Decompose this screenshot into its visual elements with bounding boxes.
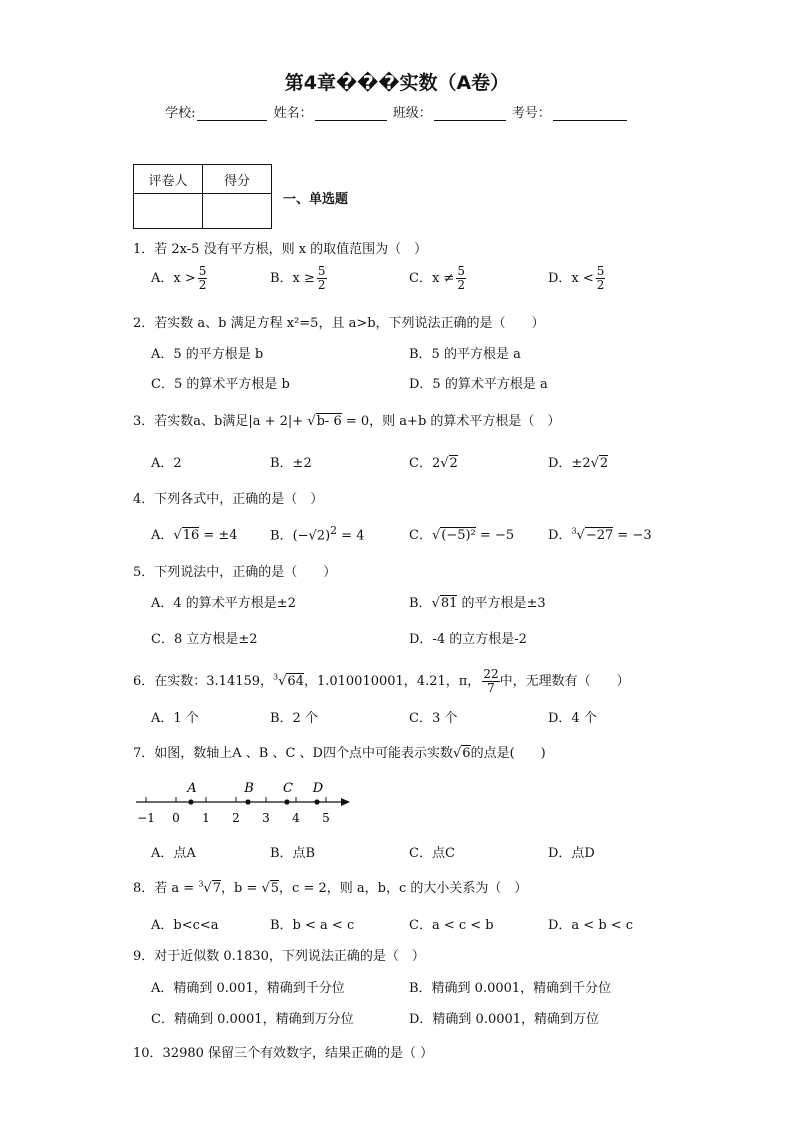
- q1-option-a[interactable]: A．x > $\frac{5}{2}$: [151, 264, 207, 292]
- point-label-c: C: [283, 781, 293, 796]
- q4-option-c[interactable]: C．√(−5)² = −5: [409, 528, 515, 543]
- q1-option-b[interactable]: B．x ≥ $\frac{5}{2}$: [270, 264, 326, 292]
- question-7-stem: 7．如图，数轴上A 、B 、C 、D四个点中可能表示实数√6的点是( ): [133, 746, 546, 761]
- q2-option-c[interactable]: C．5 的算术平方根是 b: [151, 377, 290, 392]
- q9-option-b[interactable]: B．精确到 0.0001，精确到千分位: [409, 981, 612, 996]
- q7-option-b[interactable]: B．点B: [270, 846, 316, 861]
- class-label: 班级：: [392, 106, 432, 121]
- q8-option-d[interactable]: D．a < b < c: [548, 918, 634, 933]
- number-line-figure: [132, 776, 362, 828]
- q6-option-c[interactable]: C．3 个: [409, 711, 458, 726]
- point-b: [245, 799, 250, 804]
- q3-option-d[interactable]: D．±2√2: [548, 456, 609, 471]
- tick-label: 3: [262, 811, 270, 825]
- q6-option-d[interactable]: D．4 个: [548, 711, 597, 726]
- id-field[interactable]: [553, 106, 627, 121]
- q8-option-b[interactable]: B．b < a < c: [270, 918, 355, 933]
- point-c: [284, 799, 289, 804]
- q6-option-a[interactable]: A．1 个: [151, 711, 199, 726]
- point-label-b: B: [244, 781, 254, 796]
- point-d: [314, 799, 319, 804]
- q1-option-c[interactable]: C．x ≠ $\frac{5}{2}$: [409, 264, 465, 292]
- q3-option-b[interactable]: B．±2: [270, 456, 312, 471]
- q7-option-a[interactable]: A．点A: [151, 846, 196, 861]
- q2-option-d[interactable]: D．5 的算术平方根是 a: [409, 377, 548, 392]
- q5-option-a[interactable]: A．4 的算术平方根是±2: [151, 596, 296, 611]
- q8-option-c[interactable]: C．a < c < b: [409, 918, 494, 933]
- q3-option-a[interactable]: A．2: [151, 456, 182, 471]
- q2-option-b[interactable]: B．5 的平方根是 a: [409, 347, 521, 362]
- name-field[interactable]: [315, 106, 387, 121]
- school-field[interactable]: [197, 106, 267, 121]
- point-label-d: D: [312, 781, 324, 796]
- student-info-line: [0, 102, 794, 121]
- q1-option-d[interactable]: D．x < $\frac{5}{2}$: [548, 264, 605, 292]
- q9-option-a[interactable]: A．精确到 0.001，精确到千分位: [151, 981, 345, 996]
- question-10-stem: 10．32980 保留三个有效数字，结果正确的是（ ）: [133, 1046, 434, 1061]
- question-2-stem: 2．若实数 a、b 满足方程 x²=5，且 a>b，下列说法正确的是（ ）: [133, 316, 545, 331]
- score-header: 得分: [203, 165, 272, 194]
- grader-header: 评卷人: [134, 165, 203, 194]
- school-label: 学校:: [165, 106, 196, 121]
- q4-option-a[interactable]: A．√16 = ±4: [151, 528, 238, 543]
- q4-option-b[interactable]: B．$(-√2)^2 = 4$: [270, 524, 365, 544]
- score-cell[interactable]: [203, 194, 272, 229]
- q8-option-a[interactable]: A．b<c<a: [151, 918, 219, 933]
- q4-option-d[interactable]: D．$^3$√−27 = −3: [548, 526, 652, 543]
- q7-option-d[interactable]: D．点D: [548, 846, 595, 861]
- tick-label: 1: [202, 811, 210, 825]
- tick-label: 5: [322, 811, 330, 825]
- question-1-stem: 1．若 2x-5 没有平方根，则 x 的取值范围为（ ）: [133, 242, 428, 257]
- section-heading: 一、单选题: [283, 192, 349, 207]
- tick-label: 0: [172, 811, 180, 825]
- q9-option-d[interactable]: D．精确到 0.0001，精确到万位: [409, 1012, 600, 1027]
- q5-option-b[interactable]: B．√81 的平方根是±3: [409, 596, 546, 611]
- question-8-stem: 8．若 a = $^3$√7，b = √5，c = 2，则 a，b，c 的大小关系为（ ）: [133, 879, 528, 896]
- point-a: [188, 799, 193, 804]
- q6-option-b[interactable]: B．2 个: [270, 711, 318, 726]
- number-line-arrow: [341, 798, 350, 806]
- q9-option-c[interactable]: C．精确到 0.0001，精确到万分位: [151, 1012, 354, 1027]
- tick-label: −1: [137, 811, 155, 825]
- tick-label: 4: [292, 811, 300, 825]
- id-label: 考号：: [511, 106, 551, 121]
- name-label: 姓名：: [273, 106, 313, 121]
- point-label-a: A: [187, 781, 197, 796]
- q3-option-c[interactable]: C．2√2: [409, 456, 458, 471]
- class-field[interactable]: [434, 106, 506, 121]
- question-3-stem: 3．若实数a、b满足|a + 2|+ √b- 6 = 0，则 a+b 的算术平方根是（ ）: [133, 414, 561, 429]
- q7-option-c[interactable]: C．点C: [409, 846, 455, 861]
- question-4-stem: 4．下列各式中，正确的是（ ）: [133, 492, 324, 507]
- grader-cell[interactable]: [134, 194, 203, 229]
- q5-option-c[interactable]: C．8 立方根是±2: [151, 632, 258, 647]
- tick-label: 2: [232, 811, 240, 825]
- q5-option-d[interactable]: D．-4 的立方根是-2: [409, 632, 527, 647]
- score-table: [133, 164, 272, 229]
- page-title: 第4章���实数（A卷）: [284, 72, 510, 94]
- question-6-stem: 6．在实数：3.14159，$^3$√64，1.010010001，4.21，π， $\frac{22}{7}$ 中，无理数有（ ）: [133, 667, 630, 695]
- question-9-stem: 9．对于近似数 0.1830，下列说法正确的是（ ）: [133, 949, 425, 964]
- question-5-stem: 5．下列说法中，正确的是（ ）: [133, 565, 337, 580]
- q2-option-a[interactable]: A．5 的平方根是 b: [151, 347, 264, 362]
